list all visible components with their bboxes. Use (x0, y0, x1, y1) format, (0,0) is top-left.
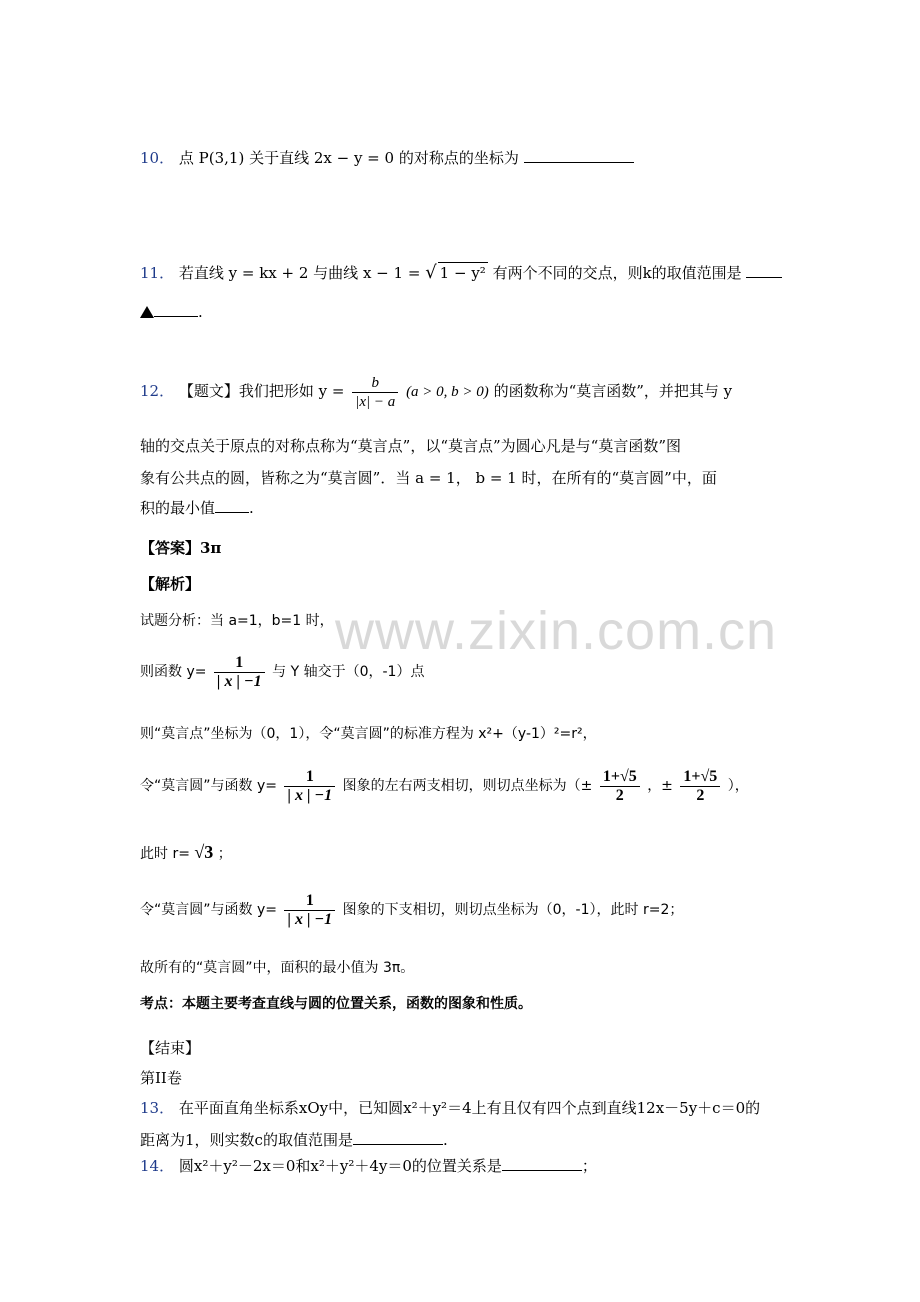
question-number: 10． (140, 149, 175, 167)
question-11-line2: . (140, 302, 203, 322)
fraction (352, 374, 398, 411)
analysis-heading: 【解析】 (140, 575, 201, 593)
answer-blank (502, 1156, 582, 1171)
part-2-heading: 第II卷 (140, 1069, 182, 1087)
question-number: 12． (140, 382, 175, 400)
watermark: www.zixin.com.cn (335, 601, 778, 661)
answer-blank (524, 148, 634, 163)
solution-line-1: 试题分析：当 a=1，b=1 时， (140, 613, 334, 629)
tangent-fraction: $\frac{1+√5}{2}$ (600, 768, 640, 805)
triangle-icon (140, 306, 154, 318)
solution-line-4: 令“莫言圆”与函数 y= $\frac{1}{| x | -1}$ 图象的左右两支相切，则切点坐标为（± $\frac{1+√5}{2}$ ，± $\frac{1+√5}{2}$ ）， (140, 767, 749, 804)
question-12-line2: 轴的交点关于原点的对称点称为“莫言点”，以“莫言点”为圆心凡是与“莫言函数”图 (140, 437, 682, 455)
question-11: 11． 若直线 y = kx + 2 与曲线 x − 1 = √ 1 − y² 有两个不同的交点，则k的取值范围是 (140, 262, 782, 283)
question-number: 14． (140, 1157, 175, 1175)
question-12-line4: 积的最小值 . (140, 499, 254, 517)
answer-blank (353, 1130, 443, 1145)
question-text-tail: 有两个不同的交点，则k的取值范围是 (492, 264, 742, 282)
condition: (a > 0, b > 0) (406, 384, 489, 400)
question-text: 若直线 y = kx + 2 与曲线 x − 1 = (178, 264, 421, 282)
answer-blank (746, 263, 782, 278)
question-12-line3: 象有公共点的圆，皆称之为“莫言圆”．当 a = 1， b = 1 时，在所有的“莫言圆”中，面 (140, 469, 717, 487)
line-tail: 的函数称为“莫言函数”，并把其与 y (493, 382, 733, 400)
solution-line-3: 则“莫言点”坐标为（0，1），令“莫言圆”的标准方程为 x²+（y-1）²=r²， (140, 726, 597, 742)
solution-line-7: 故所有的“莫言圆”中，面积的最小值为 3π。 (140, 960, 415, 976)
solution-line-2: 则函数 y= $\frac{1}{| x | -1}$ 与 Y 轴交于（0，-1）点 (140, 653, 425, 690)
answer-blank (154, 302, 198, 317)
fraction-numerator: b (371, 374, 380, 391)
fraction: $\frac{1}{| x | -1}$ (214, 654, 265, 691)
question-lead: 【题文】我们把形如 y = (178, 382, 345, 400)
sqrt-expression: 1 − y² (439, 264, 486, 282)
question-12 (140, 372, 732, 411)
fraction-denominator: |x| − a (352, 392, 398, 411)
fraction: $\frac{1}{| x | -1}$ (284, 892, 335, 929)
solution-line-5: 此时 r= √3 ； (140, 842, 232, 862)
tangent-fraction: $\frac{1+√5}{2}$ (680, 768, 720, 805)
question-13: 13． 在平面直角坐标系xOy中，已知圆x²＋y²＝4上有且仅有四个点到直线12x－5y＋c＝0的 (140, 1099, 761, 1117)
answer-blank (215, 498, 249, 513)
end-tag: 【结束】 (140, 1039, 201, 1057)
solution-kaodian: 考点：本题主要考查直线与圆的位置关系，函数的图象和性质。 (140, 996, 532, 1012)
answer: 【答案】3π (140, 539, 222, 557)
question-text: 点 P(3,1) 关于直线 2x − y = 0 的对称点的坐标为 (178, 149, 519, 167)
fraction: $\frac{1}{| x | -1}$ (284, 768, 335, 805)
question-number: 11． (140, 264, 175, 282)
solution-line-6: 令“莫言圆”与函数 y= $\frac{1}{| x | -1}$ 图象的下支相切，则切点坐标为（0，-1），此时 r=2； (140, 891, 684, 928)
question-10 (140, 148, 634, 168)
question-14: 14． 圆x²＋y²－2x＝0和x²＋y²＋4y＝0的位置关系是 ； (140, 1157, 597, 1175)
question-13-line2: 距离为1，则实数c的取值范围是 . (140, 1131, 448, 1149)
question-number: 13． (140, 1099, 175, 1117)
